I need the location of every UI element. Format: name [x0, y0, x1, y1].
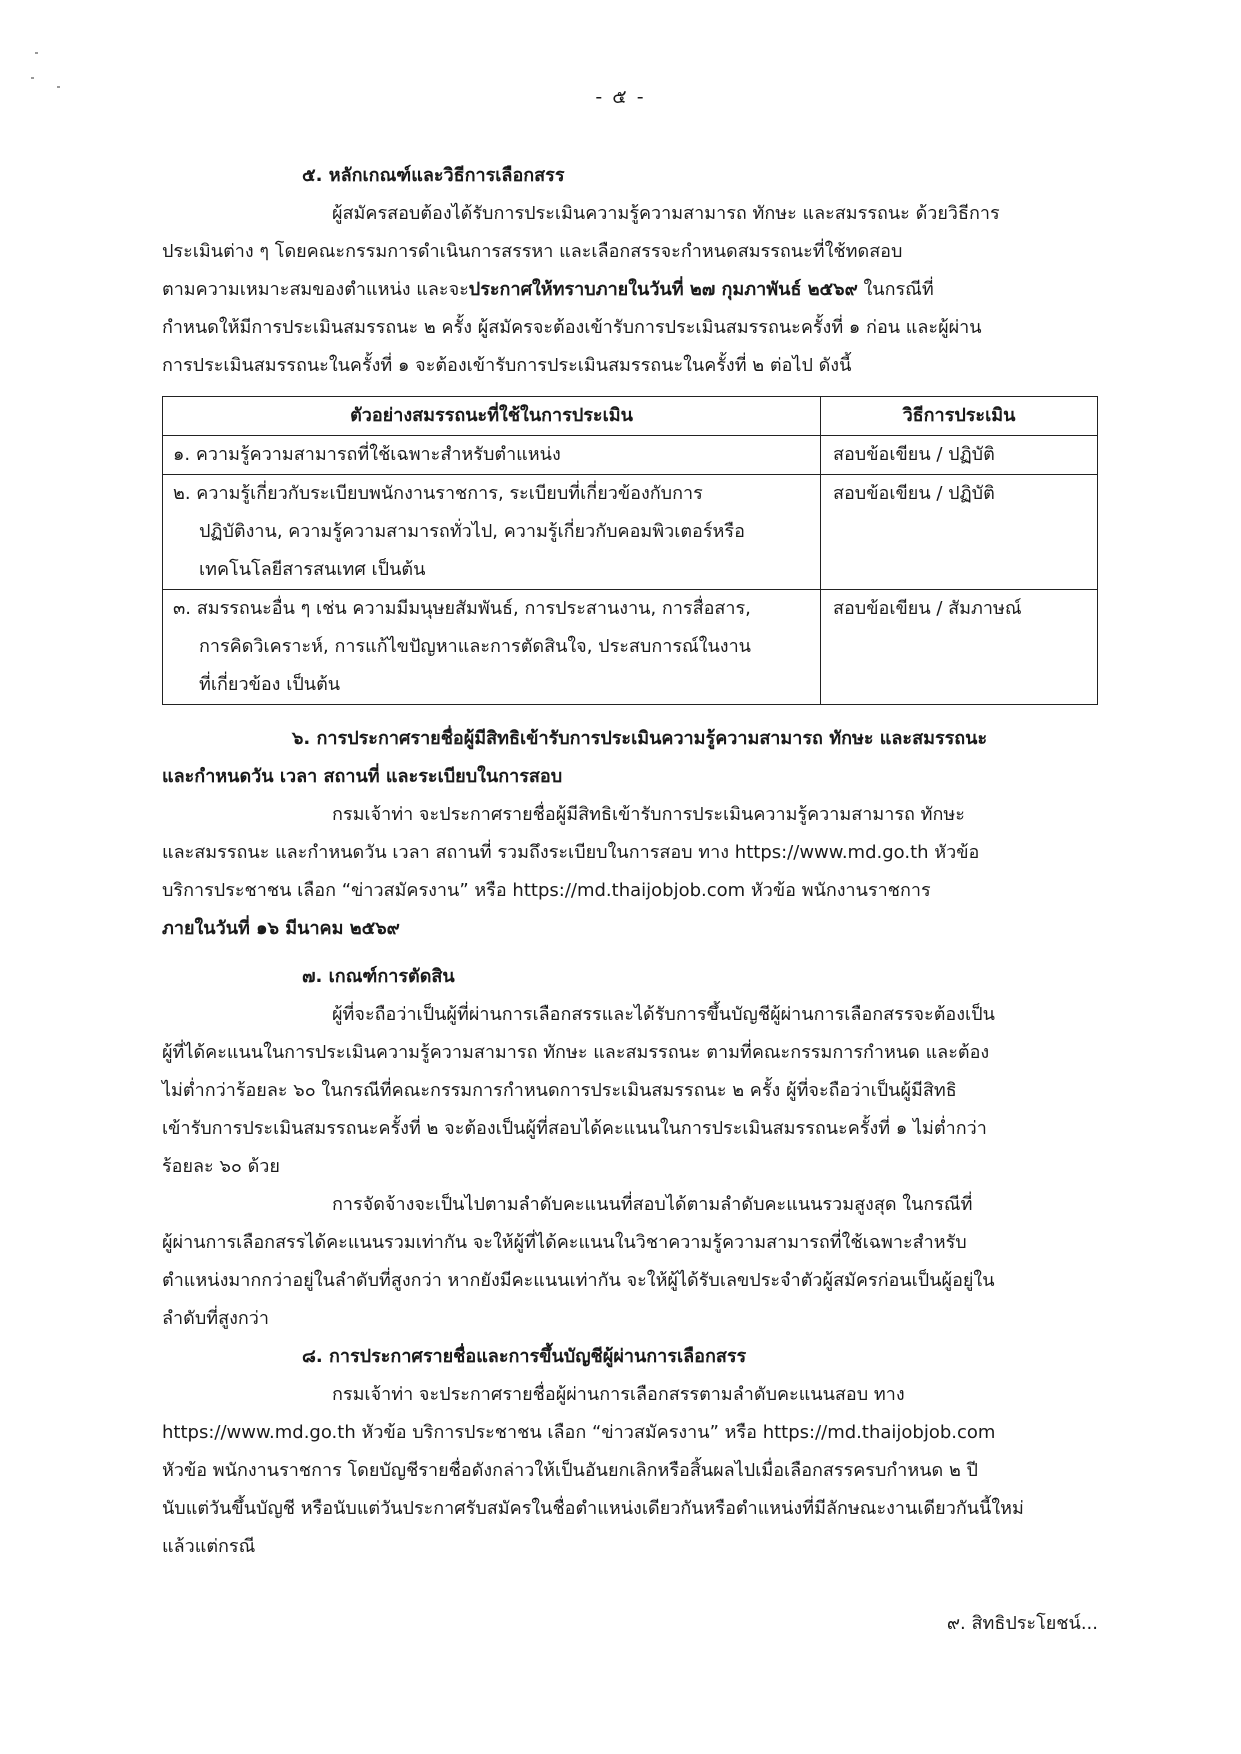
section-8-line: นับแต่วันขึ้นบัญชี หรือนับแต่วันประกาศรับสมัครในชื่อตำแหน่งเดียวกันหรือตำแหน่งที่มีลักษณะงานเดียวกันนี้ใหม่	[162, 1498, 1024, 1519]
section-7-line: การจัดจ้างจะเป็นไปตามลำดับคะแนนที่สอบได้ตามลำดับคะแนนรวมสูงสุด ในกรณีที่	[332, 1194, 973, 1215]
competency-cell	[163, 475, 821, 590]
section-5	[162, 157, 1098, 385]
section-7-line: ผู้ผ่านการเลือกสรรได้คะแนนรวมเท่ากัน จะให้ผู้ที่ได้คะแนนในวิชาความรู้ความสามารถที่ใช้เฉพาะสำหรับ	[162, 1232, 967, 1253]
competency-cell	[163, 590, 821, 705]
competency-line: ๒. ความรู้เกี่ยวกับระเบียบพนักงานราชการ, ระเบียบที่เกี่ยวข้องกับการ	[173, 483, 703, 504]
competency-line: เทคโนโลยีสารสนเทศ เป็นต้น	[199, 559, 426, 580]
section-8-heading: ๘. การประกาศรายชื่อและการขึ้นบัญชีผู้ผ่านการเลือกสรร	[302, 1346, 747, 1367]
competency-line: ที่เกี่ยวข้อง เป็นต้น	[199, 674, 341, 695]
table-row	[163, 475, 1098, 590]
section-7-line: ผู้ที่ได้คะแนนในการประเมินความรู้ความสามารถ ทักษะ และสมรรถนะ ตามที่คณะกรรมการกำหนด และต้อง	[162, 1042, 990, 1063]
section-6	[162, 720, 1098, 948]
section-5-text: ในกรณีที่	[857, 279, 934, 300]
method-cell: สอบข้อเขียน / ปฏิบัติ	[821, 475, 1098, 590]
section-7	[162, 958, 1098, 1338]
announcement-date: ประกาศให้ทราบภายในวันที่ ๒๗ กุมภาพันธ์ ๒๕๖๙	[468, 279, 858, 300]
table-row	[163, 436, 1098, 475]
table-row	[163, 590, 1098, 705]
scan-speck	[35, 52, 38, 54]
competency-table	[162, 396, 1098, 705]
section-6-heading-cont: และกำหนดวัน เวลา สถานที่ และระเบียบในการสอบ	[162, 766, 563, 787]
section-5-line: การประเมินสมรรถนะในครั้งที่ ๑ จะต้องเข้ารับการประเมินสมรรถนะในครั้งที่ ๒ ต่อไป ดังนี้	[162, 355, 852, 376]
competency-line: ๓. สมรรถนะอื่น ๆ เช่น ความมีมนุษยสัมพันธ์, การประสานงาน, การสื่อสาร,	[173, 598, 751, 619]
section-5-line: ผู้สมัครสอบต้องได้รับการประเมินความรู้ความสามารถ ทักษะ และสมรรถนะ ด้วยวิธีการ	[332, 203, 1000, 224]
section-5-text: ตามความเหมาะสมของตำแหน่ง และจะ	[162, 279, 469, 300]
section-7-line: ไม่ต่ำกว่าร้อยละ ๖๐ ในกรณีที่คณะกรรมการกำหนดการประเมินสมรรถนะ ๒ ครั้ง ผู้ที่จะถือว่าเป็นผู้มีสิทธิ	[162, 1080, 957, 1101]
competency-cell	[163, 436, 821, 475]
competency-line: การคิดวิเคราะห์, การแก้ไขปัญหาและการตัดสินใจ, ประสบการณ์ในงาน	[199, 636, 751, 657]
column-header-method: วิธีการประเมิน	[821, 397, 1098, 436]
next-section-reference: ๙. สิทธิประโยชน์...	[946, 1613, 1098, 1634]
section-7-line: เข้ารับการประเมินสมรรถนะครั้งที่ ๒ จะต้องเป็นผู้ที่สอบได้คะแนนในการประเมินสมรรถนะครั้งที่ ๑ ไม่ต่ำกว่า	[162, 1118, 987, 1139]
section-5-line: ประเมินต่าง ๆ โดยคณะกรรมการดำเนินการสรรหา และเลือกสรรจะกำหนดสมรรถนะที่ใช้ทดสอบ	[162, 241, 903, 262]
method-cell: สอบข้อเขียน / ปฏิบัติ	[821, 436, 1098, 475]
section-8-line: กรมเจ้าท่า จะประกาศรายชื่อผู้ผ่านการเลือกสรรตามลำดับคะแนนสอบ ทาง	[332, 1384, 905, 1405]
section-5-heading: ๕. หลักเกณฑ์และวิธีการเลือกสรร	[302, 165, 565, 186]
table-header-row	[163, 397, 1098, 436]
section-5-line	[162, 271, 1098, 309]
competency-line: ๑. ความรู้ความสามารถที่ใช้เฉพาะสำหรับตำแหน่ง	[173, 444, 561, 465]
section-6-line: บริการประชาชน เลือก “ข่าวสมัครงาน” หรือ https://md.thaijobjob.com หัวข้อ พนักงานราชการ	[162, 880, 931, 901]
section-6-deadline: ภายในวันที่ ๑๖ มีนาคม ๒๕๖๙	[162, 918, 400, 939]
section-8-line: หัวข้อ พนักงานราชการ โดยบัญชีรายชื่อดังกล่าวให้เป็นอันยกเลิกหรือสิ้นผลไปเมื่อเลือกสรรครบกำหนด ๒ ปี	[162, 1460, 978, 1481]
section-6-line: กรมเจ้าท่า จะประกาศรายชื่อผู้มีสิทธิเข้ารับการประเมินความรู้ความสามารถ ทักษะ	[332, 804, 965, 825]
section-7-line: ร้อยละ ๖๐ ด้วย	[162, 1156, 280, 1177]
section-7-line: ตำแหน่งมากกว่าอยู่ในลำดับที่สูงกว่า หากยังมีคะแนนเท่ากัน จะให้ผู้ได้รับเลขประจำตัวผู้สมัครก่อนเป็นผู้อยู่ใน	[162, 1270, 995, 1291]
section-8-line: https://www.md.go.th หัวข้อ บริการประชาชน เลือก “ข่าวสมัครงาน” หรือ https://md.thaijobjob.com	[162, 1422, 996, 1443]
method-cell: สอบข้อเขียน / สัมภาษณ์	[821, 590, 1098, 705]
section-8	[162, 1338, 1098, 1566]
column-header-competency: ตัวอย่างสมรรถนะที่ใช้ในการประเมิน	[163, 397, 821, 436]
section-7-line: ผู้ที่จะถือว่าเป็นผู้ที่ผ่านการเลือกสรรและได้รับการขึ้นบัญชีผู้ผ่านการเลือกสรรจะต้องเป็น	[332, 1004, 995, 1025]
section-5-line: กำหนดให้มีการประเมินสมรรถนะ ๒ ครั้ง ผู้สมัครจะต้องเข้ารับการประเมินสมรรถนะครั้งที่ ๑ ก่อน และผู้ผ่าน	[162, 317, 982, 338]
section-7-line: ลำดับที่สูงกว่า	[162, 1308, 270, 1329]
section-8-line: แล้วแต่กรณี	[162, 1536, 256, 1557]
competency-line: ปฏิบัติงาน, ความรู้ความสามารถทั่วไป, ความรู้เกี่ยวกับคอมพิวเตอร์หรือ	[199, 521, 745, 542]
scan-speck	[31, 77, 34, 79]
section-6-line: และสมรรถนะ และกำหนดวัน เวลา สถานที่ รวมถึงระเบียบในการสอบ ทาง https://www.md.go.th หัวข้อ	[162, 842, 980, 863]
section-7-heading: ๗. เกณฑ์การตัดสิน	[302, 966, 455, 987]
section-6-heading: ๖. การประกาศรายชื่อผู้มีสิทธิเข้ารับการประเมินความรู้ความสามารถ ทักษะ และสมรรถนะ	[292, 728, 988, 749]
page-number: - ๕ -	[595, 86, 646, 108]
